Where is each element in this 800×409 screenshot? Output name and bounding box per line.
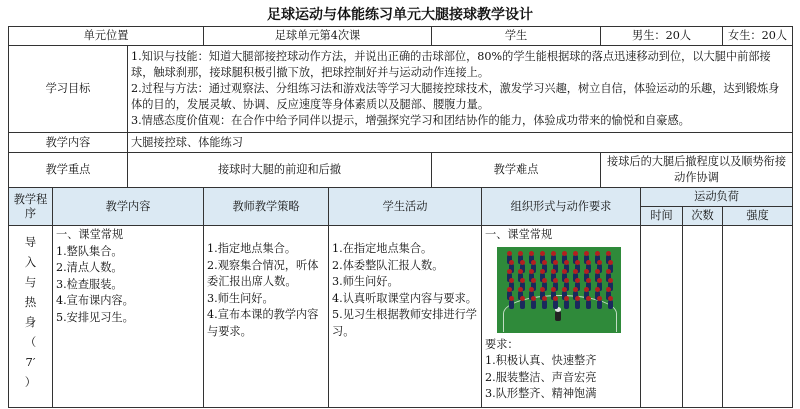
header-load: 运动负荷 [641, 188, 793, 207]
list-item: 1.指定地点集合。 [207, 242, 297, 255]
key-value: 接球时大腿的前迎和后撤 [128, 153, 432, 188]
difficulty-label: 教学难点 [432, 153, 601, 188]
header-org: 组织形式与动作要求 [482, 188, 641, 226]
header-intensity: 强度 [723, 207, 793, 226]
objective-2: 2.过程与方法：通过观察法、分组练习法和游戏法等学习大腿接控球技术，激发学习兴趣，树立自信，体验运动的乐趣，达到锻炼身体的目的，发展灵敏、协调、反应速度等身体素质以及腿部、腰腹力量。 [131, 82, 780, 111]
student-figure [520, 300, 525, 309]
header-student: 学生活动 [329, 188, 482, 226]
header-content: 教学内容 [53, 188, 204, 226]
header-count: 次数 [683, 207, 723, 226]
student-figure [509, 300, 514, 309]
list-item: 5.见习生根据教师安排进行学习。 [332, 308, 477, 338]
list-item: 一、课堂常规 [56, 228, 124, 241]
org-req-label: 要求： [485, 337, 519, 351]
objective-1: 1.知识与技能：知道大腿部接控球动作方法，并说出正确的击球部位，80%的学生能根据球的落点迅速移动到位，以大腿中前部接球，触球刹那，接球腿积极引撤下放，把球控制好并与运动动作连接上。 [131, 50, 771, 79]
key-label: 教学重点 [9, 153, 128, 188]
student-figure [564, 300, 569, 309]
objectives-label: 学习目标 [9, 46, 128, 133]
list-item: 1.积极认真、快速整齐 [485, 354, 597, 367]
list-item: 4.宣布本课的教学内容与要求。 [207, 308, 319, 338]
load-intensity-cell [723, 226, 793, 408]
list-item: 3.检查服装。 [56, 277, 123, 291]
difficulty-value: 接球后的大腿后撤程度以及顺势衔接动作协调 [601, 153, 793, 188]
lesson-plan-table [8, 26, 793, 408]
objective-3: 3.情感态度价值观：在合作中给予同伴以提示，增强探究学习和团结协作的能力，体验成功带来的愉悦和自豪感。 [131, 114, 690, 127]
stage-strategy [204, 226, 329, 408]
header-time: 时间 [641, 207, 683, 226]
list-item: 2.服装整洁、声音宏亮 [485, 370, 597, 384]
list-item: 5.安排见习生。 [56, 310, 134, 324]
stage-student [329, 226, 482, 408]
unit-position-label: 单元位置 [9, 27, 204, 46]
list-item: 1.在指定地点集合。 [332, 242, 433, 255]
student-figure [608, 300, 613, 309]
page-title: 足球运动与体能练习单元大腿接球教学设计 [267, 7, 533, 23]
list-item: 3.队形整齐、精神饱满 [485, 387, 597, 400]
list-item: 3.师生问好。 [207, 291, 274, 305]
list-item: 2.观察集合情况，听体委汇报出席人数。 [207, 258, 319, 288]
stage-content [53, 226, 204, 408]
student-figure [542, 300, 547, 309]
org-title: 一、课堂常规 [485, 228, 553, 241]
list-item: 2.体委整队汇报人数。 [332, 258, 444, 272]
load-count-cell [683, 226, 723, 408]
content-label: 教学内容 [9, 133, 128, 153]
student-figure [597, 300, 602, 309]
list-item: 4.宣布课内容。 [56, 294, 134, 307]
students-label: 学生 [432, 27, 601, 46]
female-count: 女生：20人 [723, 27, 793, 46]
teacher-figure [555, 311, 561, 321]
list-item: 2.清点人数。 [56, 261, 123, 274]
male-count: 男生：20人 [601, 27, 723, 46]
stage-org [482, 226, 641, 408]
unit-position-value: 足球单元第4次课 [204, 27, 432, 46]
student-figure [575, 300, 580, 309]
header-procedure: 教学程序 [9, 188, 53, 226]
student-figure [531, 300, 536, 309]
list-item: 3.师生问好。 [332, 275, 399, 288]
student-figure [586, 300, 591, 309]
list-item: 1.整队集合。 [56, 244, 123, 258]
class-formation-photo [497, 247, 621, 333]
list-item: 4.认真听取课堂内容与要求。 [332, 291, 477, 305]
objectives-text [128, 46, 793, 133]
load-time-cell [641, 226, 683, 408]
header-strategy: 教师教学策略 [204, 188, 329, 226]
content-value: 大腿接控球、体能练习 [128, 133, 793, 153]
student-figure [553, 300, 558, 309]
stage-name: 导 入 与 热 身 （ 7′ ） [9, 226, 53, 408]
